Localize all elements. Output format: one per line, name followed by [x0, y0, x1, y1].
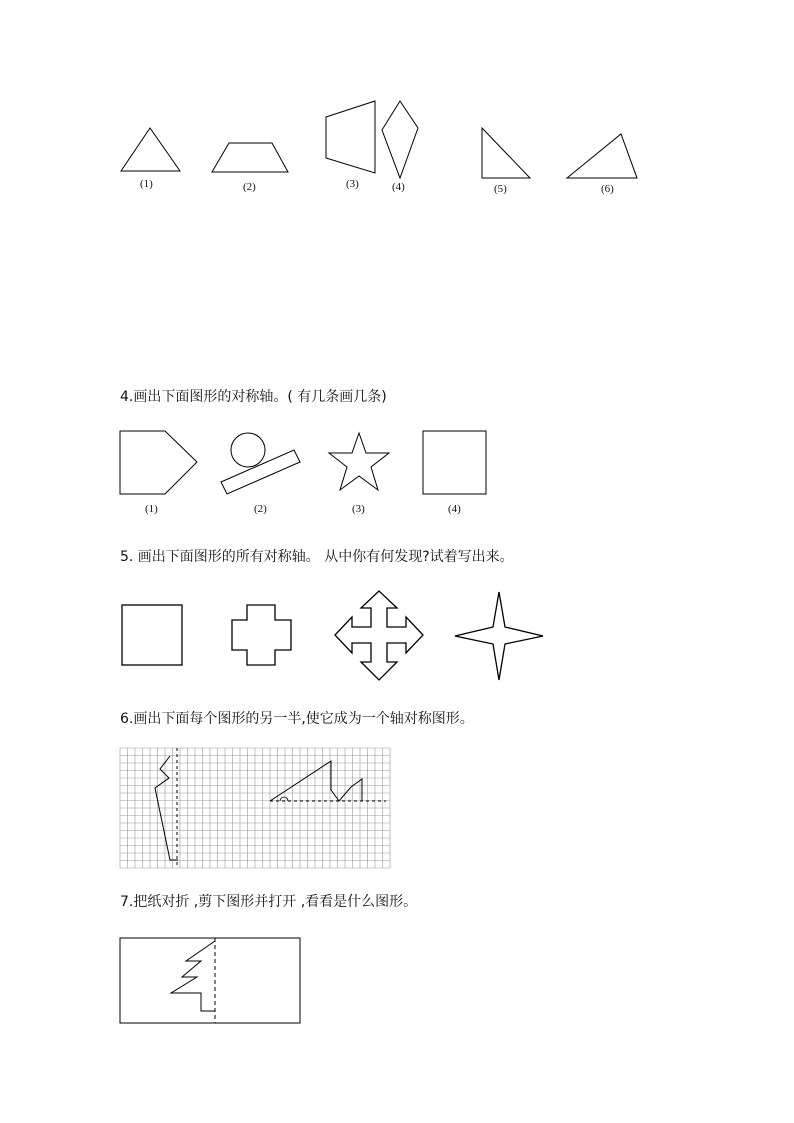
shape-label: (3) [352, 503, 365, 515]
shape-label: (3) [346, 178, 359, 190]
q5-four-way-arrow [335, 591, 423, 680]
shape-1-triangle [121, 128, 180, 171]
shape-2-trapezoid [212, 143, 288, 172]
shape-6-triangle [567, 134, 637, 178]
question-4-title: 4.画出下面图形的对称轴。( 有几条画几条) [120, 389, 387, 405]
shape-label: (1) [140, 178, 153, 190]
paper-outline [120, 938, 300, 1023]
shape-label: (2) [254, 503, 267, 515]
grid-lines [120, 748, 390, 868]
q4-pentagon-arrow [120, 431, 197, 494]
q4-star [329, 433, 389, 490]
cut-shape [171, 941, 215, 1011]
question-7-title: 7.把纸对折 ,剪下图形并打开 ,看看是什么图形。 [120, 894, 418, 910]
shape-label: (4) [448, 503, 461, 515]
shape-label: (4) [392, 181, 405, 193]
shape-label: (5) [494, 183, 507, 195]
q7-fold-paper [0, 930, 794, 1030]
shape-label: (6) [601, 183, 614, 195]
shape-label: (2) [243, 181, 256, 193]
q4-square [423, 431, 486, 494]
q4-circle [231, 433, 265, 467]
shape-4-kite [382, 101, 418, 178]
q5-four-point-star [455, 592, 543, 680]
section3-shapes [0, 0, 794, 200]
q4-shapes [0, 420, 794, 520]
shape-label: (1) [145, 503, 158, 515]
shape-5-right-triangle [482, 128, 530, 178]
question-6-title: 6.画出下面每个图形的另一半,使它成为一个轴对称图形。 [120, 711, 474, 727]
half-figure-right [270, 761, 362, 801]
q5-shapes [0, 585, 794, 685]
shape-3-trapezoid [326, 101, 375, 173]
q6-grid-figure [0, 740, 794, 880]
q5-cross [232, 605, 291, 665]
question-5-title: 5. 画出下面图形的所有对称轴。 从中你有何发现?试着写出来。 [120, 549, 514, 565]
q5-square [122, 605, 182, 665]
